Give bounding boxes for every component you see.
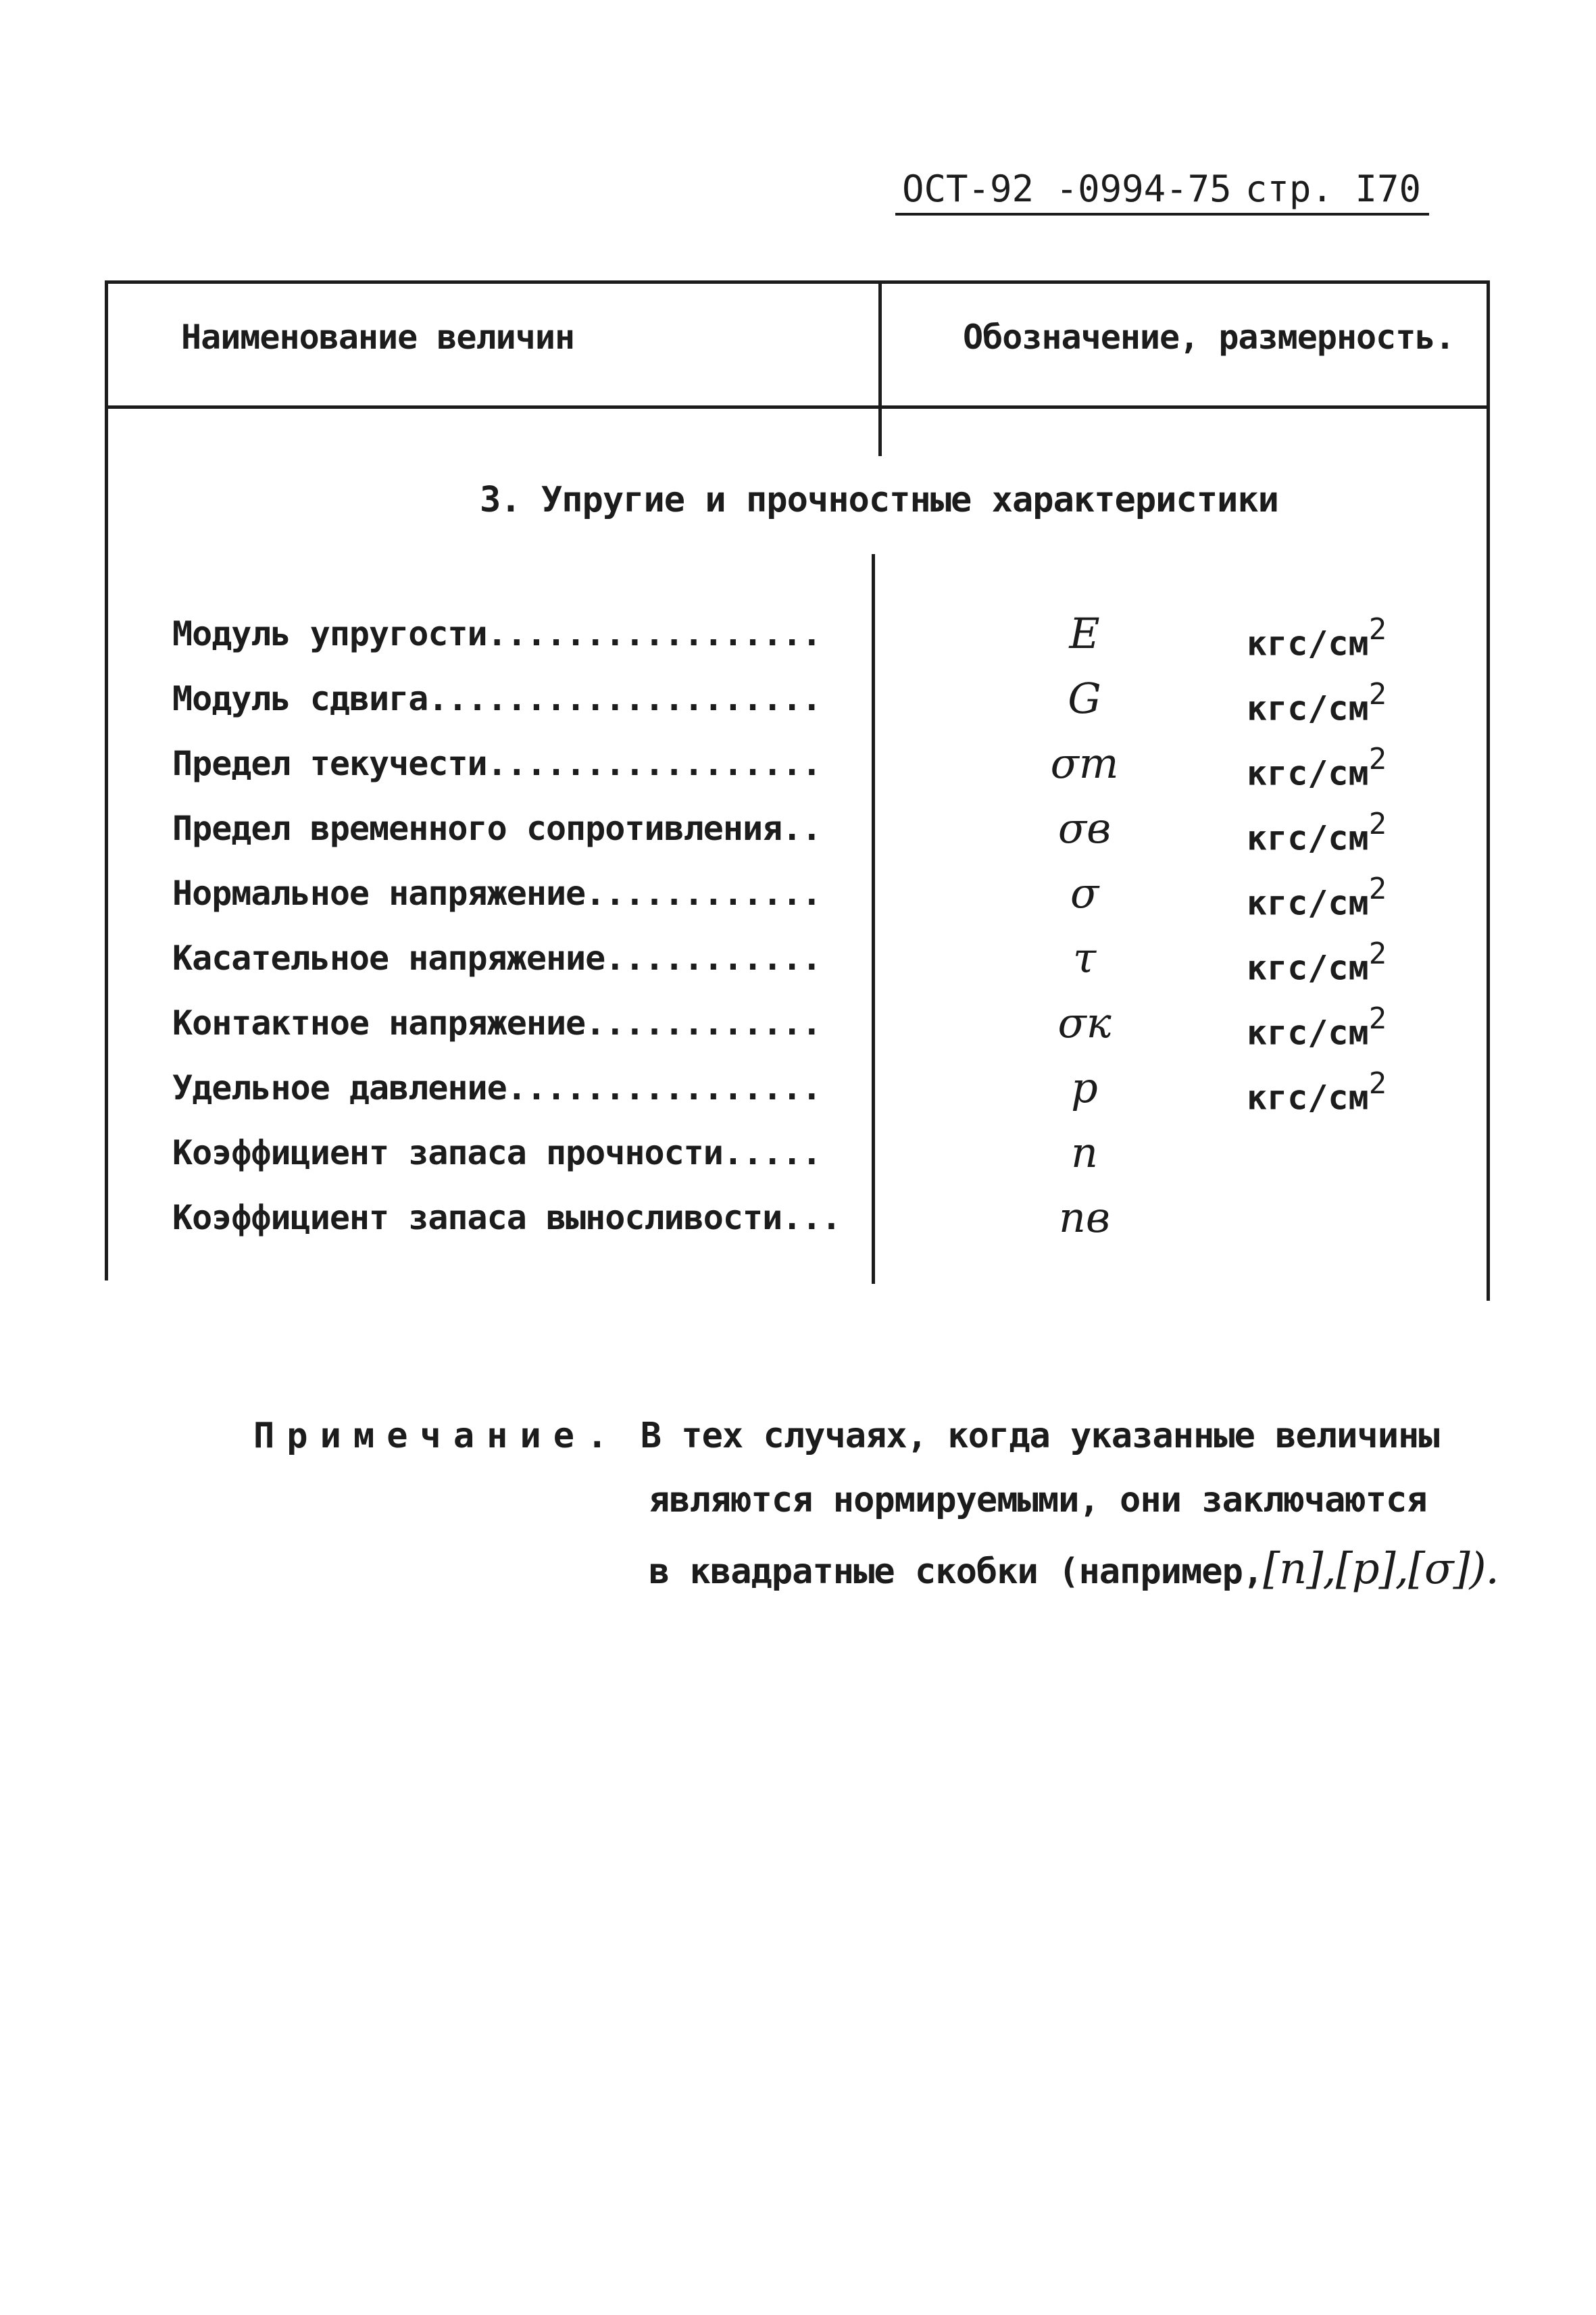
- table-row: [172, 601, 1456, 666]
- quantity-unit: кгс/$см^2$: [1247, 677, 1387, 728]
- document-number: ОСТ-92 -0994-75: [902, 168, 1232, 210]
- table-row: [172, 731, 1456, 796]
- quantity-name: Коэффициент запаса выносливости...: [172, 1198, 841, 1237]
- quantity-unit: кгс/$см^2$: [1247, 937, 1387, 988]
- note-text-line-1: В тех случаях, когда указанные величины: [640, 1416, 1439, 1456]
- quantity-symbol: σк: [1057, 998, 1112, 1047]
- note-text-line-3-text: в квадратные скобки (например,: [649, 1551, 1264, 1592]
- quantity-unit: кгс/$см^2$: [1247, 612, 1387, 664]
- quantity-symbol: σт: [1050, 739, 1119, 788]
- document-header: [895, 166, 1429, 216]
- quantity-symbol: σ: [1070, 868, 1099, 918]
- quantity-symbol: σв: [1057, 803, 1112, 853]
- column-header-symbol: Обозначение, размерность.: [963, 318, 1455, 357]
- table-row: [172, 1055, 1456, 1120]
- quantity-unit: кгс/$см^2$: [1247, 1066, 1387, 1118]
- table-right-border: [1487, 280, 1490, 1301]
- table-header-bottom-border: [105, 405, 1490, 409]
- note-bracket-examples: [n],[p],[σ]).: [1263, 1544, 1499, 1594]
- table-row: [172, 666, 1456, 731]
- quantity-unit: кгс/$см^2$: [1247, 872, 1387, 923]
- quantity-name: Предел временного сопротивления..: [172, 809, 822, 848]
- quantity-symbol: nв: [1058, 1193, 1111, 1242]
- table-row: [172, 1185, 1456, 1250]
- table-left-border: [105, 280, 108, 1280]
- quantity-name: Касательное напряжение...........: [172, 939, 822, 978]
- quantity-name: Удельное давление................: [172, 1068, 822, 1107]
- quantity-name: Модуль упругости.................: [172, 614, 822, 653]
- table-row: [172, 1120, 1456, 1185]
- page-number: стр. I70: [1245, 168, 1421, 210]
- quantity-name: Модуль сдвига....................: [172, 679, 822, 718]
- quantity-name: Коэффициент запаса прочности.....: [172, 1133, 822, 1172]
- quantity-symbol: E: [1069, 609, 1100, 658]
- table-row: [172, 861, 1456, 926]
- quantity-symbol: τ: [1072, 933, 1097, 982]
- quantity-unit: кгс/$см^2$: [1247, 1001, 1387, 1053]
- quantity-name: Предел текучести.................: [172, 744, 822, 783]
- table-row: [172, 991, 1456, 1055]
- quantity-unit: кгс/$см^2$: [1247, 807, 1387, 858]
- quantity-symbol: G: [1068, 674, 1101, 723]
- table-row: [172, 926, 1456, 991]
- column-divider-header: [878, 280, 882, 456]
- note-text-line-3: [649, 1544, 1499, 1594]
- note-label: Примечание.: [253, 1416, 620, 1456]
- note-text-line-2: являются нормируемыми, они заключаются: [649, 1480, 1427, 1520]
- column-header-name: Наименование величин: [181, 318, 575, 357]
- quantity-unit: кгс/$см^2$: [1247, 742, 1387, 793]
- note-first-line: [253, 1402, 1439, 1470]
- section-title: 3. Упругие и прочностные характеристики: [480, 480, 1278, 520]
- quantity-name: Нормальное напряжение............: [172, 874, 822, 913]
- quantity-symbol: p: [1071, 1063, 1098, 1112]
- table-top-border: [105, 280, 1490, 284]
- quantity-symbol: n: [1071, 1128, 1098, 1177]
- quantity-name: Контактное напряжение............: [172, 1003, 822, 1043]
- table-row: [172, 796, 1456, 861]
